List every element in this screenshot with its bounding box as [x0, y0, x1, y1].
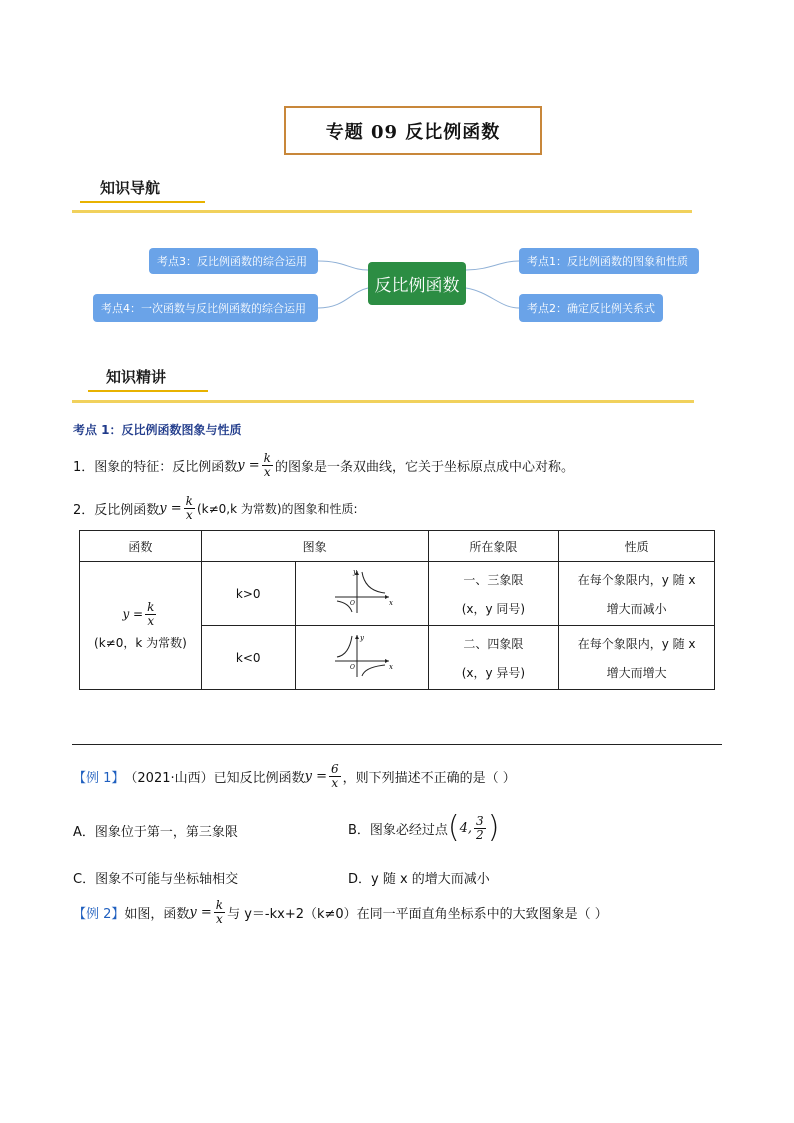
option-d: D．y 随 x 的增大而减小	[348, 872, 490, 887]
header-graph: 图象	[201, 531, 428, 562]
formula-fraction	[145, 601, 156, 628]
example-2-question: 与 y＝-kx+2（k≠0）在同一平面直角坐标系中的大致图象是（ ）	[227, 906, 608, 922]
denominator: x	[263, 464, 271, 479]
item-2-prefix: 2．反比例函数	[73, 502, 160, 518]
formula-y: y =	[122, 607, 144, 621]
quadrant-cell	[428, 626, 559, 690]
sign-text: (x，y 同号)	[461, 601, 526, 616]
mindmap-node-topic1[interactable]: 考点1：反比例函数的图象和性质	[519, 248, 699, 274]
example-1-source: （2021·山西）已知反比例函数	[124, 770, 305, 786]
mindmap-center-node: 反比例函数	[368, 262, 466, 305]
formula-fraction	[184, 495, 195, 522]
graph-cell-positive-k	[295, 562, 428, 626]
mindmap-node-topic2[interactable]: 考点2：确定反比例关系式	[519, 294, 663, 322]
formula-y: y =	[159, 500, 182, 516]
formula-y: y =	[304, 768, 327, 784]
section-divider	[72, 210, 692, 213]
condition-cell: k>0	[201, 562, 295, 626]
header-function: 函数	[80, 531, 202, 562]
example-tag: 【例 1】	[73, 770, 125, 786]
option-b-text: B．图象必经过点	[348, 822, 448, 838]
denominator: x	[216, 911, 223, 926]
numerator: k	[185, 493, 193, 508]
origin-label: O	[349, 664, 355, 671]
mindmap-node-topic3[interactable]: 考点3：反比例函数的综合运用	[149, 248, 318, 274]
numerator: k	[147, 599, 155, 614]
section-heading-nav: 知识导航	[100, 179, 161, 197]
section-divider	[72, 400, 694, 403]
numerator: 3	[476, 813, 484, 828]
item-1	[73, 449, 574, 481]
item-2	[73, 492, 358, 524]
property-line-1: 在每个象限内，y 随 x	[577, 572, 696, 587]
mindmap-node-topic4[interactable]: 考点4：一次函数与反比例函数的综合运用	[93, 294, 318, 322]
quadrant-cell	[428, 562, 559, 626]
formula-y: y =	[237, 457, 260, 473]
divider-rule	[72, 744, 722, 745]
formula-y: y =	[189, 904, 212, 920]
example-1-question: ，则下列描述不正确的是（ ）	[342, 770, 516, 786]
item-1-suffix: 的图象是一条双曲线，它关于坐标原点成中心对称。	[274, 459, 574, 475]
example-2-stem	[73, 896, 608, 928]
property-line-1: 在每个象限内，y 随 x	[577, 636, 696, 651]
denominator: x	[185, 507, 193, 522]
point-fraction	[474, 815, 486, 842]
quadrant-text: 二、四象限	[463, 636, 524, 651]
hyperbola-negative-k-graph	[327, 631, 397, 681]
formula-fraction	[214, 899, 225, 926]
property-cell	[559, 626, 715, 690]
condition-cell: k<0	[201, 626, 295, 690]
option-c: C．图象不可能与坐标轴相交	[73, 872, 239, 887]
property-cell	[559, 562, 715, 626]
function-note: (k≠0，k 为常数)	[94, 635, 187, 650]
formula-fraction	[262, 452, 273, 479]
table-row	[80, 562, 715, 626]
numerator: 6	[331, 761, 339, 776]
axis-x-label: x	[388, 663, 393, 671]
denominator: 2	[476, 827, 484, 842]
quadrant-text: 一、三象限	[463, 572, 524, 587]
hyperbola-positive-k-graph	[327, 567, 397, 617]
option-a: A．图象位于第一，第三象限	[73, 825, 238, 840]
origin-label: O	[349, 600, 355, 607]
item-2-suffix: (k≠0,k 为常数)的图象和性质:	[196, 501, 358, 516]
numerator: k	[215, 897, 224, 912]
property-line-2: 增大而增大	[606, 665, 667, 680]
point-x: 4,	[459, 820, 473, 836]
denominator: x	[331, 775, 339, 790]
numerator: k	[263, 450, 271, 465]
example-1-stem	[73, 760, 516, 792]
property-line-2: 增大而减小	[606, 601, 667, 616]
header-property: 性质	[559, 531, 715, 562]
properties-table	[79, 530, 715, 690]
example-2-prefix: 如图，函数	[124, 906, 190, 922]
example-tag: 【例 2】	[73, 906, 125, 922]
axis-x-label: x	[388, 599, 393, 607]
item-1-prefix: 1．图象的特征：反比例函数	[73, 459, 238, 475]
right-paren: )	[487, 810, 500, 845]
formula-fraction	[329, 763, 341, 790]
axis-y-label: y	[352, 568, 357, 576]
section-underline	[88, 390, 208, 392]
function-cell	[80, 562, 202, 690]
section-heading-lecture: 知识精讲	[106, 368, 167, 386]
page-title: 专题 09 反比例函数	[284, 106, 542, 155]
header-quadrant: 所在象限	[428, 531, 559, 562]
section-underline	[80, 201, 205, 203]
denominator: x	[147, 613, 155, 628]
sign-text: (x，y 异号)	[461, 665, 526, 680]
knowledge-point-title: 考点 1：反比例函数图象与性质	[73, 423, 242, 437]
axis-y-label: y	[359, 634, 364, 642]
graph-cell-negative-k	[295, 626, 428, 690]
table-header-row	[80, 531, 715, 562]
left-paren: (	[447, 810, 460, 845]
option-b	[348, 806, 499, 850]
